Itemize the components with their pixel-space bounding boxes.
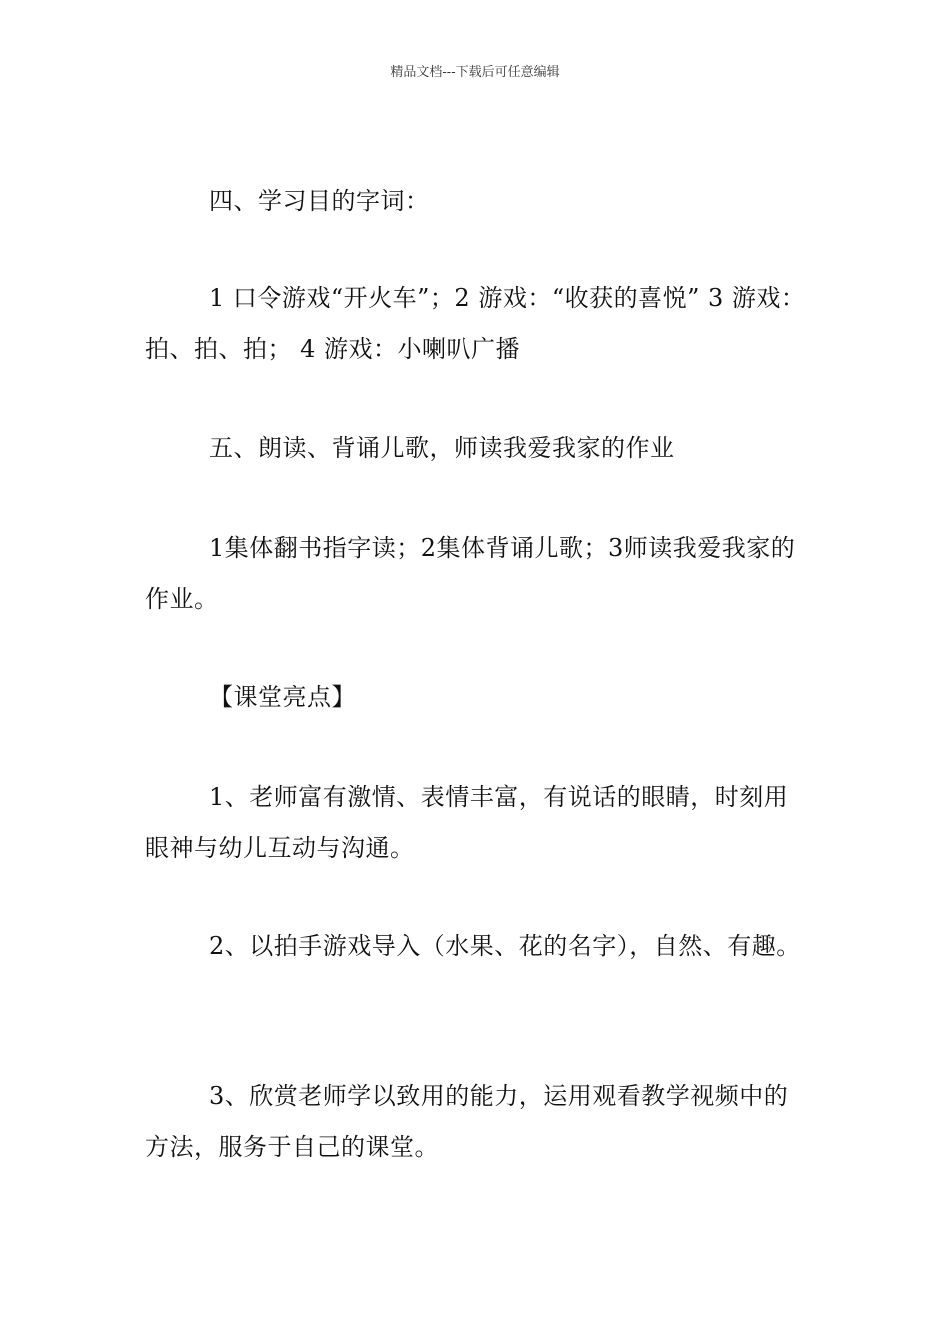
page-header: 精品文档---下载后可任意编辑 bbox=[390, 65, 560, 80]
reading-paragraph: 1集体翻书指字读；2集体背诵儿歌；3师读我爱我家的作业。 bbox=[145, 534, 796, 613]
highlight-item-2: 2、以拍手游戏导入（水果、花的名字），自然、有趣。 bbox=[209, 932, 801, 960]
highlight-item-3: 3、欣赏老师学以致用的能力，运用观看教学视频中的方法，服务于自己的课堂。 bbox=[145, 1082, 789, 1161]
section-heading-four: 四、学习目的字词： bbox=[209, 187, 430, 215]
section-heading-five: 五、朗读、背诵儿歌，师读我爱我家的作业 bbox=[209, 434, 675, 462]
highlight-item-1: 1、老师富有激情、表情丰富，有说话的眼睛，时刻用眼神与幼儿互动与沟通。 bbox=[145, 783, 789, 862]
highlights-title: 【课堂亮点】 bbox=[209, 683, 356, 711]
games-paragraph: 1 口令游戏“开火车”；2 游戏：“收获的喜悦” 3 游戏：拍、拍、拍； 4 游戏：小喇叭广播 bbox=[145, 284, 806, 363]
